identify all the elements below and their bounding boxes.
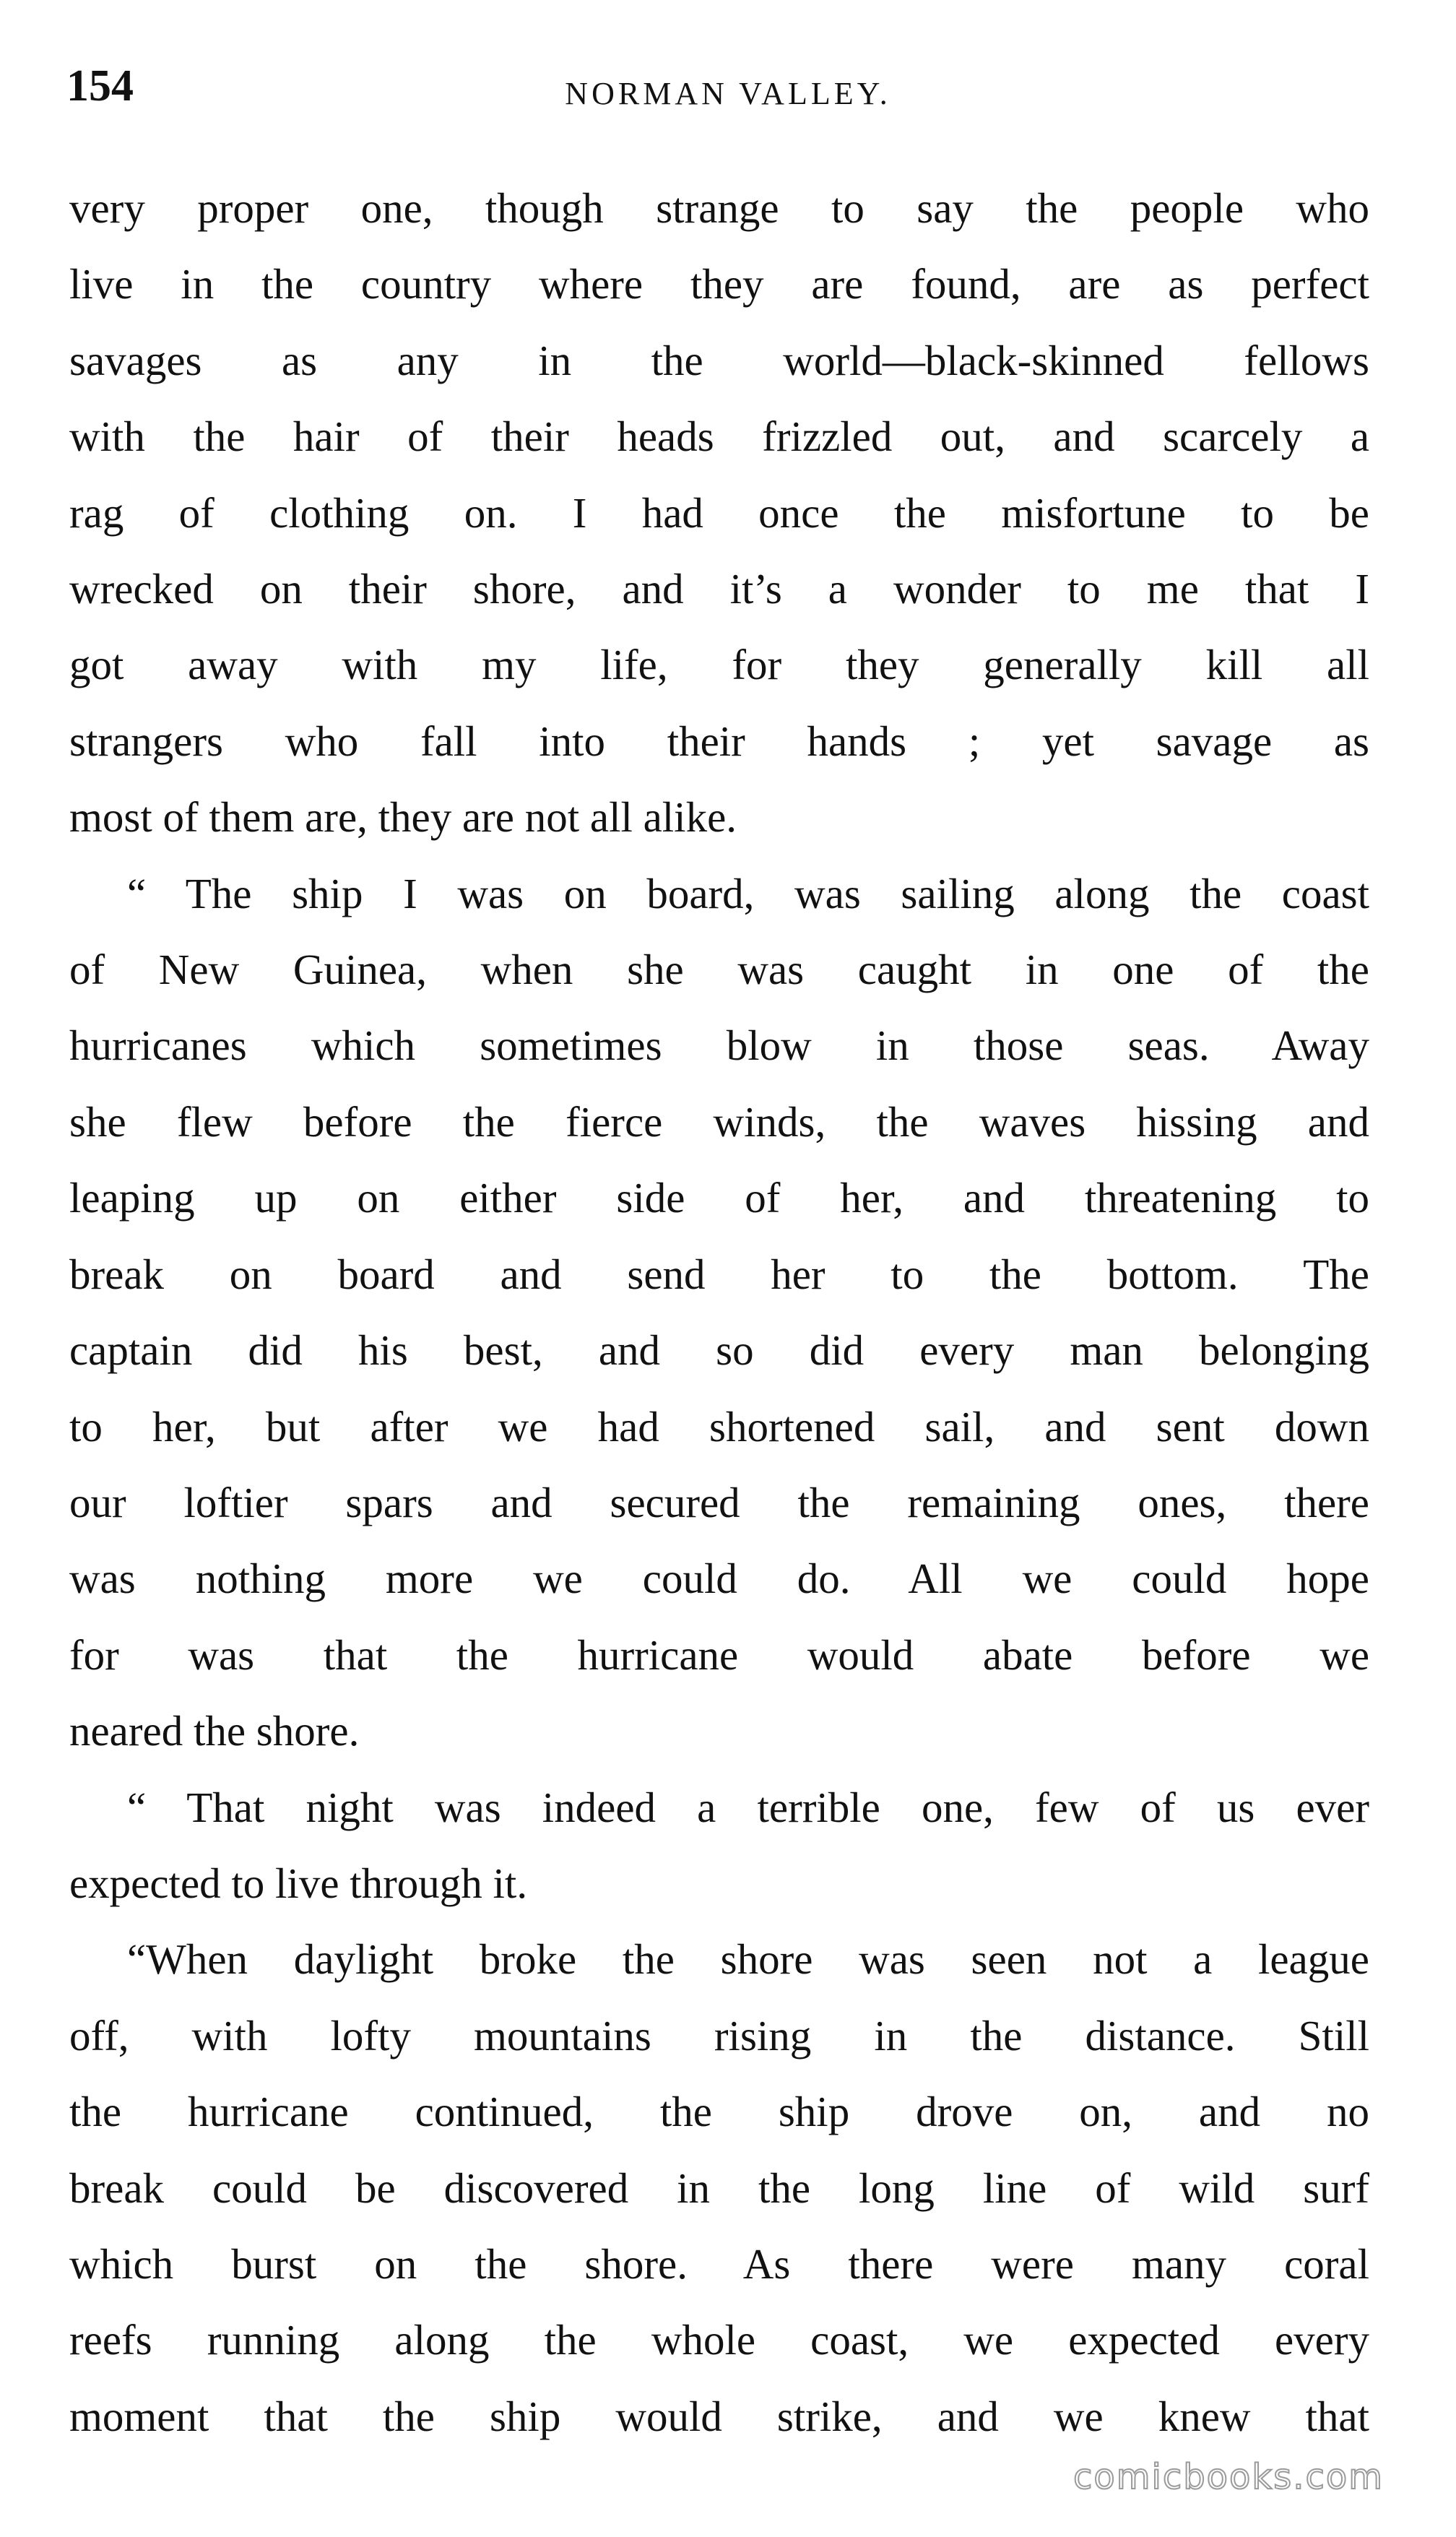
text-line: wrecked on their shore, and it’s a wonder to me that I xyxy=(69,565,1369,613)
text-line: most of them are, they are not all alike. xyxy=(69,793,737,842)
text-line: neared the shore. xyxy=(69,1707,360,1755)
text-line: rag of clothing on. I had once the misfortune to be xyxy=(69,488,1369,537)
text-line: off, with lofty mountains rising in the distance. Still xyxy=(69,2011,1369,2060)
text-line: break on board and send her to the bottom. The xyxy=(69,1250,1369,1298)
text-line: break could be discovered in the long line of wild surf xyxy=(69,2164,1369,2212)
paragraph xyxy=(69,856,1369,1770)
body-text xyxy=(69,170,1369,2455)
text-line: leaping up on either side of her, and threatening to xyxy=(69,1174,1369,1222)
text-line: with the hair of their heads frizzled out, and scarcely a xyxy=(69,412,1369,461)
text-line: to her, but after we had shortened sail, and sent down xyxy=(69,1402,1369,1451)
text-line: expected to live through it. xyxy=(69,1859,528,1907)
text-line: very proper one, though strange to say the people who xyxy=(69,184,1369,232)
text-line: moment that the ship would strike, and we knew that xyxy=(69,2392,1369,2440)
paragraph xyxy=(69,170,1369,856)
text-line: she flew before the fierce winds, the waves hissing and xyxy=(69,1097,1369,1146)
text-line: of New Guinea, when she was caught in one of the xyxy=(69,946,1369,994)
text-line: for was that the hurricane would abate before we xyxy=(69,1630,1369,1679)
text-line: was nothing more we could do. All we could hope xyxy=(69,1555,1369,1603)
text-line: strangers who fall into their hands ; yet savage as xyxy=(69,717,1369,765)
text-line: the hurricane continued, the ship drove on, and no xyxy=(69,2088,1369,2136)
watermark: comicbooks.com xyxy=(1072,2457,1384,2497)
text-line: “ The ship I was on board, was sailing along the coast xyxy=(127,869,1369,917)
paragraph xyxy=(69,1770,1369,1922)
running-head: NORMAN VALLEY. xyxy=(565,76,891,111)
paragraph xyxy=(69,1922,1369,2455)
text-line: got away with my life, for they generally kill all xyxy=(69,641,1369,689)
text-line: which burst on the shore. As there were many coral xyxy=(69,2239,1369,2288)
text-line: captain did his best, and so did every man belonging xyxy=(69,1326,1369,1375)
text-line: savages as any in the world—black-skinned fellows xyxy=(69,336,1369,384)
text-line: “ That night was indeed a terrible one, few of us ever xyxy=(127,1783,1369,1831)
text-line: reefs running along the whole coast, we expected every xyxy=(69,2316,1369,2364)
page-number: 154 xyxy=(66,61,134,111)
text-line: live in the country where they are found, are as perfect xyxy=(69,260,1369,308)
text-line: our loftier spars and secured the remaining ones, there xyxy=(69,1478,1369,1526)
text-line: hurricanes which sometimes blow in those seas. Away xyxy=(69,1021,1369,1070)
text-line: “When daylight broke the shore was seen not a league xyxy=(127,1935,1369,1984)
